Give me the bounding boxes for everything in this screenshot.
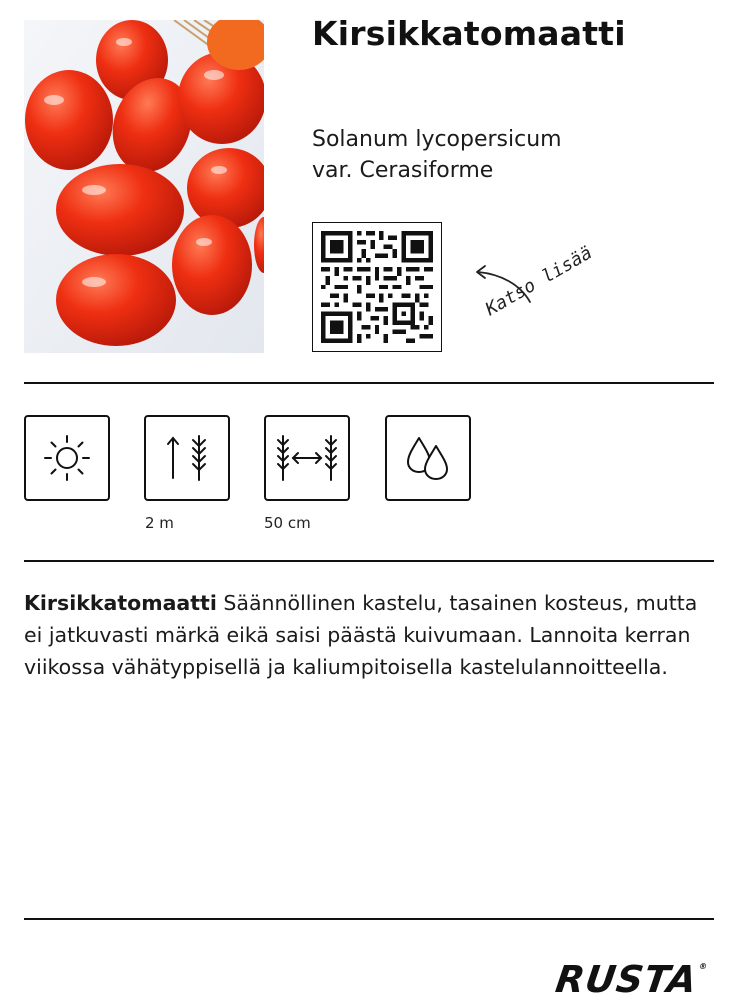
qr-note: Katso lisää bbox=[482, 242, 596, 321]
plant-spacing-caption: 50 cm bbox=[264, 514, 311, 532]
description-lead: Kirsikkatomaatti bbox=[24, 591, 217, 615]
watering-need bbox=[385, 415, 471, 501]
cherry-tomato-image bbox=[24, 20, 264, 353]
divider bbox=[24, 560, 714, 562]
water-drops-icon bbox=[400, 430, 456, 486]
sun-requirement bbox=[24, 415, 110, 501]
latin-name bbox=[312, 124, 562, 186]
plant-height-caption: 2 m bbox=[145, 514, 174, 532]
description-body: Säännöllinen kastelu, tasainen kosteus, mutta ei jatkuvasti märkä eikä saisi päästä kuivumaan. Lannoita kerran viikossa vähätyppisellä ja kaliumpitoisella kastelulannoitteella. bbox=[24, 591, 698, 679]
brand-name: RUSTA bbox=[552, 958, 701, 1001]
qr-code-icon bbox=[321, 231, 433, 343]
plant-spacing bbox=[264, 415, 350, 501]
product-title: Kirsikkatomaatti bbox=[312, 14, 626, 53]
latin-name-line2: var. Cerasiforme bbox=[312, 158, 494, 183]
product-photo bbox=[24, 20, 264, 353]
plant-height-icon bbox=[157, 428, 217, 488]
plant-spacing-icon bbox=[271, 428, 343, 488]
plant-height bbox=[144, 415, 230, 501]
qr-code[interactable] bbox=[312, 222, 442, 352]
divider bbox=[24, 918, 714, 920]
care-description bbox=[24, 587, 714, 683]
latin-name-line1: Solanum lycopersicum bbox=[312, 127, 562, 152]
sun-icon bbox=[40, 431, 94, 485]
registered-mark: ® bbox=[698, 962, 709, 971]
divider bbox=[24, 382, 714, 384]
rusta-logo bbox=[553, 958, 709, 1001]
